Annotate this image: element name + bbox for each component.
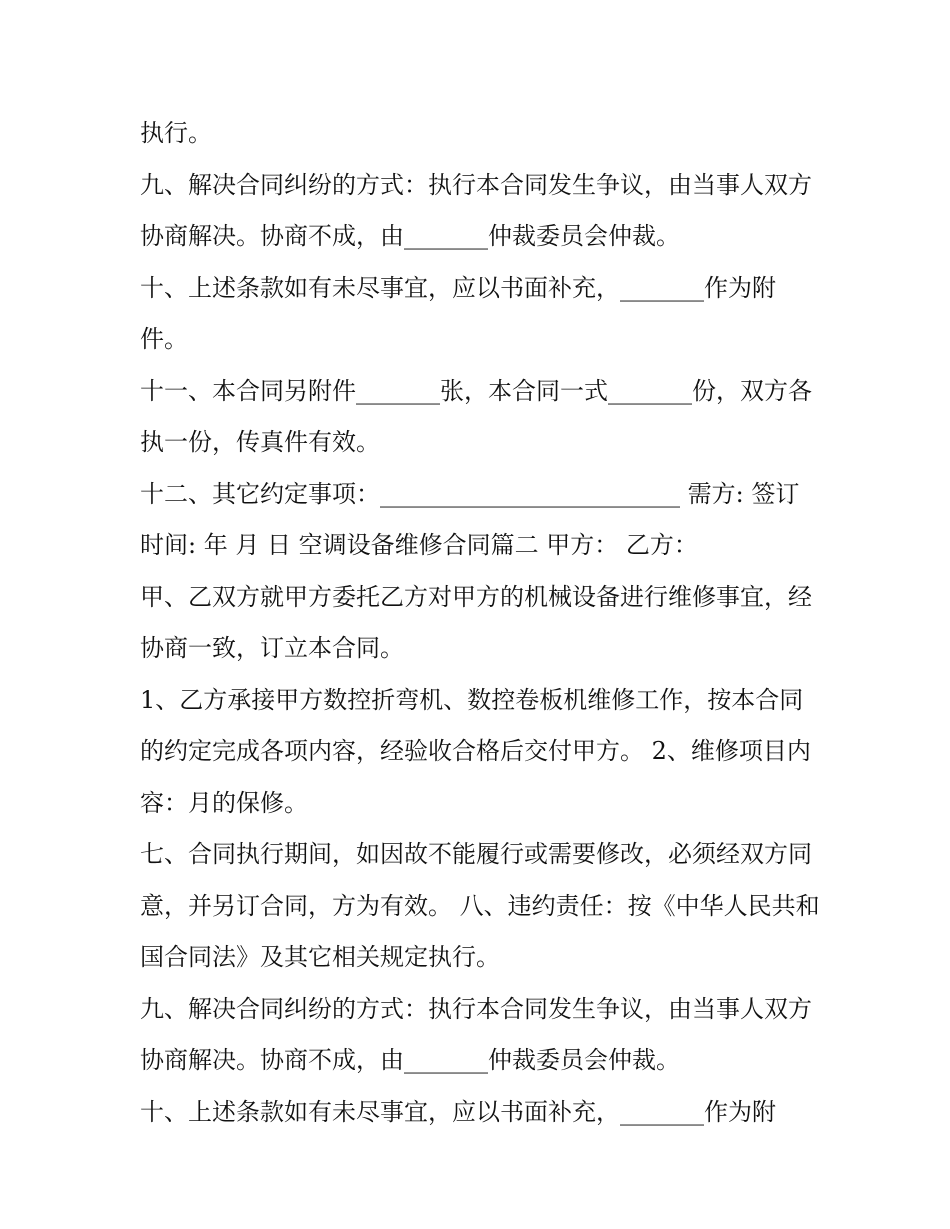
paragraph-attachments-copies: 十一、本合同另附件_______张，本合同一式_______份，双方各执一份，传真件有效。 <box>140 376 812 456</box>
paragraph-execution-period-liability: 七、合同执行期间，如因故不能履行或需要修改，必须经双方同意，并另订合同，方为有效。 八、违约责任：按《中华人民共和国合同法》及其它相关规定执行。 <box>140 840 820 971</box>
paragraph-dispute-resolution: 九、解决合同纠纷的方式：执行本合同发生争议，由当事人双方协商解决。协商不成，由_______仲裁委员会仲裁。 <box>140 170 812 250</box>
paragraph-supplementary-terms-repeat: 十、上述条款如有未尽事宜，应以书面补充，_______作为附 <box>140 1097 776 1126</box>
paragraph-other-matters: 十二、其它约定事项：_________________________ 需方: 签订时间: 年 月 日 空调设备维修合同篇二 甲方： 乙方： <box>140 479 800 559</box>
paragraph-maintenance-items: 1、乙方承接甲方数控折弯机、数控卷板机维修工作，按本合同的约定完成各项内容，经验收合格后交付甲方。 2、维修项目内容：月的保修。 <box>140 685 811 817</box>
paragraph-supplementary-terms: 十、上述条款如有未尽事宜，应以书面补充，_______作为附件。 <box>140 273 776 353</box>
paragraph-contract-purpose: 甲、乙双方就甲方委托乙方对甲方的机械设备进行维修事宜，经协商一致，订立本合同。 <box>140 582 812 662</box>
paragraph-dispute-resolution-repeat: 九、解决合同纠纷的方式：执行本合同发生争议，由当事人双方协商解决。协商不成，由_______仲裁委员会仲裁。 <box>140 994 812 1074</box>
paragraph-execution: 执行。 <box>140 119 212 147</box>
contract-text-body <box>140 108 820 1138</box>
